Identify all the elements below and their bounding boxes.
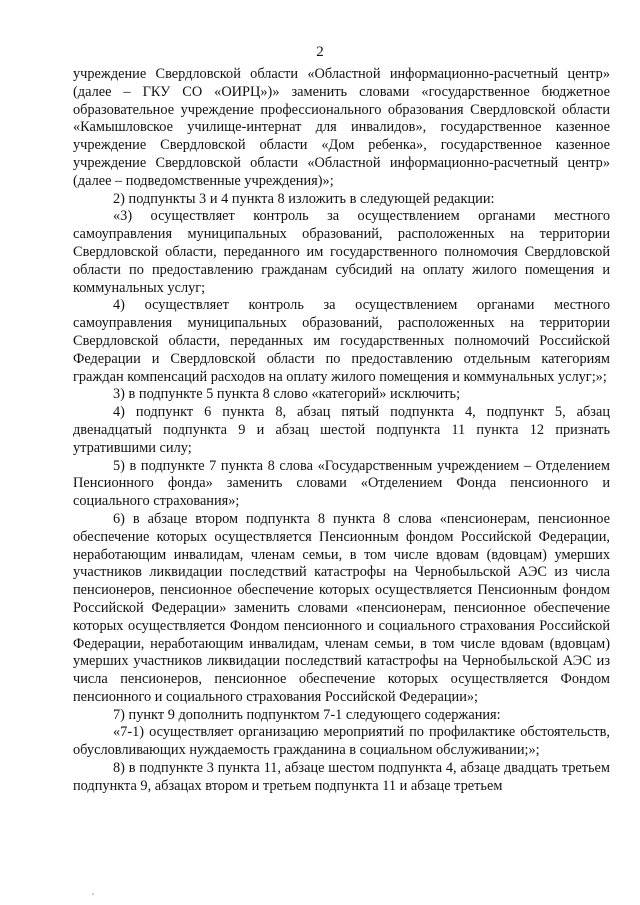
- paragraph-subitem-4: 4) осуществляет контроль за осуществлением органами местного самоуправления муниципальных образований, расположенных на территории Свердловской области, переданных им государственных полномочий Российской Федерации и Свердловской области по предоставлению отдельным категориям граждан компенсаций расходов на оплату жилого помещения и коммунальных услуг;»;: [73, 297, 610, 385]
- paragraph-item-2: 2) подпункты 3 и 4 пункта 8 изложить в следующей редакции:: [113, 190, 495, 207]
- paragraph-continuation: учреждение Свердловской области «Областной информационно-расчетный центр» (далее – ГКУ СО «ОИРЦ»)» заменить словами «государственное бюджетное образовательное учреждение профессионального образования Свердловской области «Камышловское училище-интернат для инвалидов», государственное казенное учреждение Свердловской области «Дом ребенка», государственное казенное учреждение Свердловской области «Областной информационно-расчетный центр» (далее – подведомственные учреждения)»;: [73, 66, 610, 189]
- paragraph-item-4: 4) подпункт 6 пункта 8, абзац пятый подпункта 4, подпункт 5, абзац двенадцатый подпункта 9 и абзац шестой подпункта 11 пункта 12 признать утратившими силу;: [73, 404, 610, 456]
- document-body: [73, 66, 610, 796]
- paragraph-subitem-7-1: «7-1) осуществляет организацию мероприятий по профилактике обстоятельств, обусловливающих нуждаемость гражданина в социальном обслуживании;»;: [73, 724, 610, 759]
- paragraph-item-7: 7) пункт 9 дополнить подпунктом 7-1 следующего содержания:: [113, 706, 501, 723]
- paragraph-item-5: 5) в подпункте 7 пункта 8 слова «Государственным учреждением – Отделением Пенсионного фонда» заменить словами «Отделением Фонда пенсионного и социального страхования»;: [73, 457, 610, 510]
- paragraph-subitem-3: «3) осуществляет контроль за осуществлением органами местного самоуправления муниципальных образований, расположенных на территории Свердловской области, переданного им государственного полномочия Свердловской области по предоставлению гражданам субсидий на оплату жилого помещения и коммунальных услуг;: [73, 208, 610, 296]
- paragraph-item-3: 3) в подпункте 5 пункта 8 слово «категорий» исключить;: [113, 386, 461, 403]
- paragraph-item-6: 6) в абзаце втором подпункта 8 пункта 8 слова «пенсионерам, пенсионное обеспечение которых осуществляется Пенсионным фондом Российской Федерации, неработающим инвалидам, членам семьи, в том числе вдовам (вдовцам) умерших участников ликвидации последствий катастрофы на Чернобыльской АЭС из числа пенсионеров, пенсионное обеспечение которых осуществляется Пенсионным фондом Российской Федерации» заменить словами «пенсионерам, пенсионное обеспечение которых осуществляется Фондом пенсионного и социального страхования Российской Федерации, неработающим инвалидам, членам семьи, в том числе вдовам (вдовцам) умерших участников ликвидации последствий катастрофы на Чернобыльской АЭС из числа пенсионеров, пенсионное обеспечение которых осуществляется Фондом пенсионного и социального страхования Российской Федерации»;: [73, 510, 610, 705]
- page-number: 2: [316, 44, 324, 60]
- paragraph-item-8: 8) в подпункте 3 пункта 11, абзаце шестом подпункта 4, абзаце двадцать третьем подпункта 9, абзацах втором и третьем подпункта 11 и абзаце третьем: [73, 760, 610, 794]
- scan-artifact-dot: [92, 893, 94, 895]
